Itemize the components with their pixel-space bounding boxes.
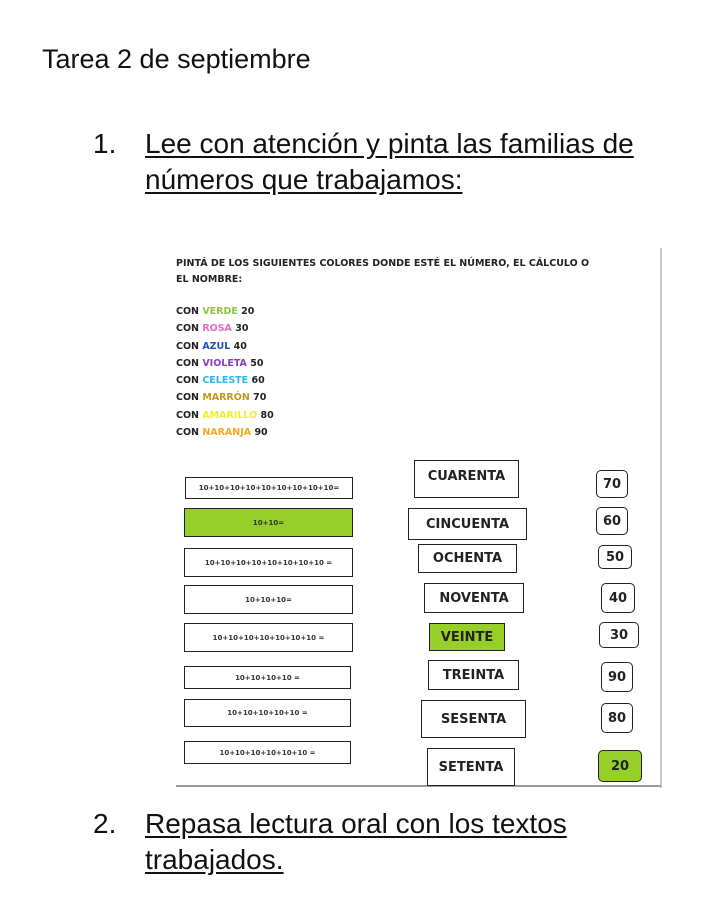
color-rule: CON CELESTE 60 — [176, 375, 265, 387]
color-name: ROSA — [202, 323, 232, 335]
word-box: SESENTA — [421, 700, 526, 738]
calculation-box: 10+10+10+10+10+10 = — [184, 741, 351, 764]
word-box: OCHENTA — [418, 544, 517, 573]
calculation-box: 10+10+10+10 = — [184, 666, 351, 689]
color-rule: CON NARANJA 90 — [176, 427, 268, 439]
number-box: 50 — [598, 545, 632, 569]
color-name: AZUL — [202, 340, 231, 352]
calculation-box: 10+10+10+10+10+10+10+10 = — [184, 548, 353, 577]
word-box: SETENTA — [427, 748, 515, 786]
word-box: CINCUENTA — [408, 508, 527, 540]
document-title: Tarea 2 de septiembre — [42, 44, 311, 74]
calculation-box: 10+10= — [184, 508, 353, 537]
word-box: VEINTE — [429, 623, 505, 651]
color-name: CELESTE — [202, 375, 249, 387]
number-box: 20 — [598, 750, 642, 782]
calculation-box: 10+10+10= — [184, 585, 353, 614]
color-name: VERDE — [202, 306, 238, 317]
task-text: Lee con atención y pinta las familias de números que trabajamos: — [145, 128, 634, 195]
color-name: NARANJA — [202, 427, 252, 439]
color-legend — [176, 303, 274, 441]
calculation-box: 10+10+10+10+10+10+10+10+10= — [185, 477, 353, 499]
color-name: VIOLETA — [202, 357, 247, 369]
number-box: 80 — [601, 703, 633, 733]
word-box: TREINTA — [428, 660, 519, 690]
word-box: CUARENTA — [414, 460, 519, 498]
color-rule: CON AZUL 40 — [176, 340, 247, 352]
task-number: 1. — [93, 128, 117, 159]
worksheet-instruction: PINTÁ DE LOS SIGUIENTES COLORES DONDE ESTÉ EL NÚMERO, EL CÁLCULO O EL NOMBRE: — [176, 258, 590, 285]
number-box: 40 — [601, 583, 635, 613]
number-box: 90 — [601, 662, 633, 692]
color-rule: CON VERDE 20 — [176, 306, 255, 317]
calculation-box: 10+10+10+10+10 = — [184, 699, 351, 727]
sheet-border-bottom — [176, 785, 661, 787]
number-box: 70 — [596, 470, 628, 498]
task-number: 2. — [93, 808, 117, 839]
worksheet-image — [170, 248, 665, 793]
color-rule: CON MARRÓN 70 — [176, 392, 267, 404]
color-name: MARRÓN — [202, 392, 250, 404]
color-name: AMARILLO — [202, 409, 258, 421]
color-rule: CON ROSA 30 — [176, 323, 249, 335]
word-box: NOVENTA — [424, 583, 524, 613]
sheet-border-right — [660, 248, 662, 788]
number-box: 60 — [596, 507, 628, 535]
calculation-box: 10+10+10+10+10+10+10 = — [184, 623, 353, 652]
number-box: 30 — [599, 622, 639, 648]
color-rule: CON AMARILLO 80 — [176, 409, 274, 421]
task-text: Repasa lectura oral con los textos trabajados. — [145, 808, 567, 875]
color-rule: CON VIOLETA 50 — [176, 357, 264, 369]
